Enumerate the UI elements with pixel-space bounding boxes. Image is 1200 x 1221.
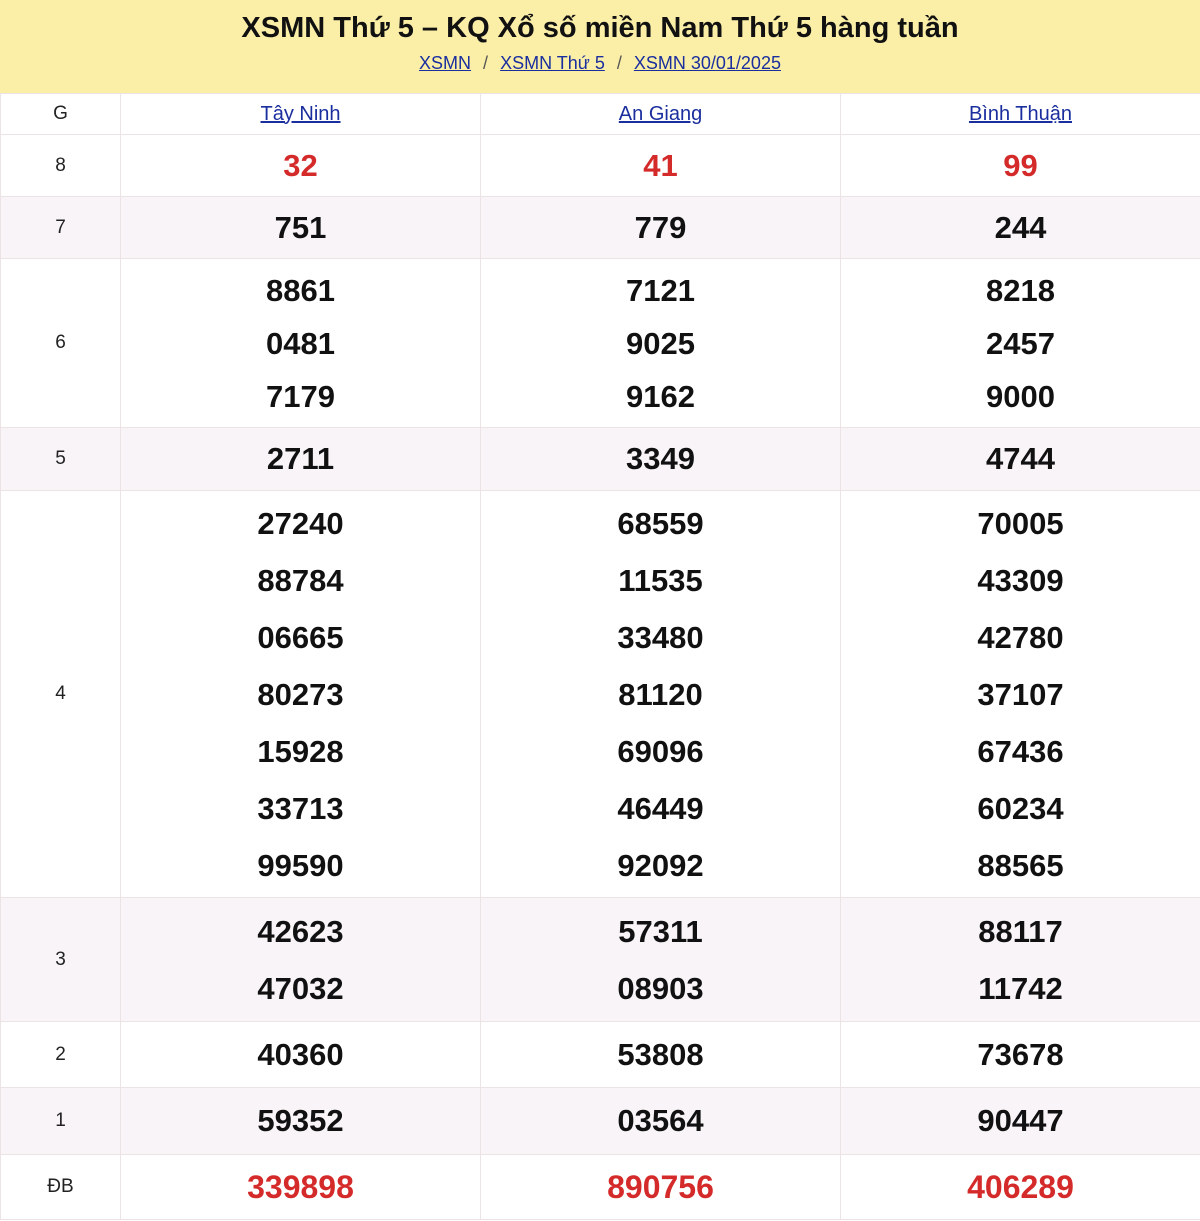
result-cell — [841, 491, 1200, 898]
result-number: 9162 — [626, 378, 695, 414]
table-row-prize-7 — [1, 197, 1200, 259]
result-cell — [841, 259, 1200, 428]
result-cell — [121, 197, 481, 259]
result-cell — [481, 898, 841, 1022]
result-number: 27240 — [257, 505, 344, 541]
result-cell — [481, 1022, 841, 1088]
breadcrumb — [0, 52, 1200, 74]
table-row-prize-2 — [1, 1022, 1200, 1088]
result-number: 40360 — [257, 1036, 344, 1072]
prize-label: 8 — [1, 135, 121, 197]
result-number: 2711 — [266, 441, 335, 476]
result-cell — [121, 1155, 481, 1220]
result-cell — [481, 197, 841, 259]
result-cell — [121, 428, 481, 491]
result-number: 9025 — [626, 325, 695, 361]
table-row-prize-3 — [1, 898, 1200, 1022]
result-number: 06665 — [257, 619, 344, 655]
province-link-an-giang[interactable]: An Giang — [618, 102, 703, 125]
table-header-row — [1, 94, 1200, 135]
breadcrumb-link-xsmn[interactable]: XSMN — [419, 53, 472, 73]
result-number: 42623 — [257, 913, 344, 949]
prize-column-header: G — [1, 94, 121, 135]
special-prize-number: 890756 — [607, 1168, 714, 1205]
results-table — [0, 93, 1200, 1220]
result-cell — [121, 491, 481, 898]
result-number: 46449 — [617, 790, 704, 826]
result-number: 7179 — [266, 378, 335, 414]
result-number: 15928 — [257, 733, 344, 769]
breadcrumb-separator: / — [483, 53, 489, 73]
result-cell — [481, 1155, 841, 1220]
result-number: 751 — [274, 209, 327, 245]
province-link-tay-ninh[interactable]: Tây Ninh — [260, 102, 341, 125]
result-cell — [481, 428, 841, 491]
result-number: 11535 — [618, 562, 703, 598]
result-number: 73678 — [977, 1036, 1064, 1072]
result-number: 42780 — [977, 619, 1064, 655]
result-number: 8218 — [986, 272, 1055, 308]
result-number: 80273 — [257, 676, 344, 712]
result-number: 59352 — [257, 1103, 344, 1138]
result-number: 11742 — [978, 970, 1063, 1006]
result-number: 70005 — [977, 505, 1064, 541]
result-number: 68559 — [617, 505, 704, 541]
result-cell — [121, 135, 481, 197]
prize-label: 6 — [1, 259, 121, 428]
result-number: 9000 — [986, 378, 1055, 414]
prize-label: 2 — [1, 1022, 121, 1088]
result-number: 60234 — [977, 790, 1064, 826]
result-number: 779 — [634, 209, 687, 245]
result-number: 99 — [1003, 147, 1038, 183]
result-number: 8861 — [266, 272, 335, 308]
prize-label: ĐB — [1, 1155, 121, 1220]
result-number: 88117 — [978, 913, 1063, 949]
result-number: 69096 — [617, 733, 704, 769]
result-number: 43309 — [977, 562, 1064, 598]
prize-label: 5 — [1, 428, 121, 491]
result-number: 88565 — [977, 847, 1064, 883]
province-header-tay-ninh — [121, 94, 481, 135]
result-number: 67436 — [977, 733, 1064, 769]
result-cell — [841, 135, 1200, 197]
result-number: 57311 — [618, 913, 703, 949]
result-cell — [481, 135, 841, 197]
result-cell — [841, 428, 1200, 491]
province-header-an-giang — [481, 94, 841, 135]
result-number: 88784 — [257, 562, 344, 598]
result-cell — [841, 1088, 1200, 1155]
result-cell — [841, 197, 1200, 259]
result-number: 33480 — [617, 619, 704, 655]
result-number: 0481 — [266, 325, 335, 361]
prize-label: 4 — [1, 491, 121, 898]
result-number: 41 — [643, 147, 678, 183]
result-number: 32 — [283, 147, 318, 183]
page-title: XSMN Thứ 5 – KQ Xổ số miền Nam Thứ 5 hàng tuần — [241, 12, 959, 44]
result-cell — [121, 1088, 481, 1155]
table-row-prize-8 — [1, 135, 1200, 197]
result-number: 99590 — [257, 847, 344, 883]
result-cell — [841, 898, 1200, 1022]
special-prize-number: 339898 — [247, 1168, 354, 1205]
table-row-prize-6 — [1, 259, 1200, 428]
result-cell — [841, 1022, 1200, 1088]
result-number: 37107 — [977, 676, 1064, 712]
result-number: 92092 — [617, 847, 704, 883]
result-cell — [481, 491, 841, 898]
breadcrumb-separator: / — [616, 53, 622, 73]
result-number: 81120 — [618, 676, 703, 712]
result-number: 08903 — [617, 970, 704, 1006]
prize-label: 7 — [1, 197, 121, 259]
result-number: 7121 — [626, 272, 695, 308]
result-cell — [481, 1088, 841, 1155]
result-number: 47032 — [257, 970, 344, 1006]
result-cell — [121, 898, 481, 1022]
province-header-binh-thuan — [841, 94, 1200, 135]
result-number: 90447 — [977, 1103, 1064, 1138]
breadcrumb-link-xsmn-date[interactable]: XSMN 30/01/2025 — [633, 53, 781, 73]
result-number: 53808 — [617, 1036, 704, 1072]
result-cell — [121, 259, 481, 428]
result-number: 03564 — [617, 1103, 704, 1138]
prize-label: 3 — [1, 898, 121, 1022]
table-row-prize-1 — [1, 1088, 1200, 1155]
breadcrumb-link-xsmn-thu-5[interactable]: XSMN Thứ 5 — [500, 53, 605, 73]
result-cell — [121, 1022, 481, 1088]
table-row-special-prize — [1, 1155, 1200, 1220]
result-number: 4744 — [986, 441, 1055, 476]
result-number: 3349 — [626, 441, 695, 476]
table-row-prize-4 — [1, 491, 1200, 898]
page-header — [0, 0, 1200, 93]
province-link-binh-thuan[interactable]: Bình Thuận — [968, 102, 1073, 125]
result-number: 2457 — [986, 325, 1055, 361]
result-number: 33713 — [257, 790, 344, 826]
result-number: 244 — [994, 209, 1047, 245]
result-cell — [481, 259, 841, 428]
special-prize-number: 406289 — [967, 1168, 1074, 1205]
result-cell — [841, 1155, 1200, 1220]
table-row-prize-5 — [1, 428, 1200, 491]
prize-label: 1 — [1, 1088, 121, 1155]
